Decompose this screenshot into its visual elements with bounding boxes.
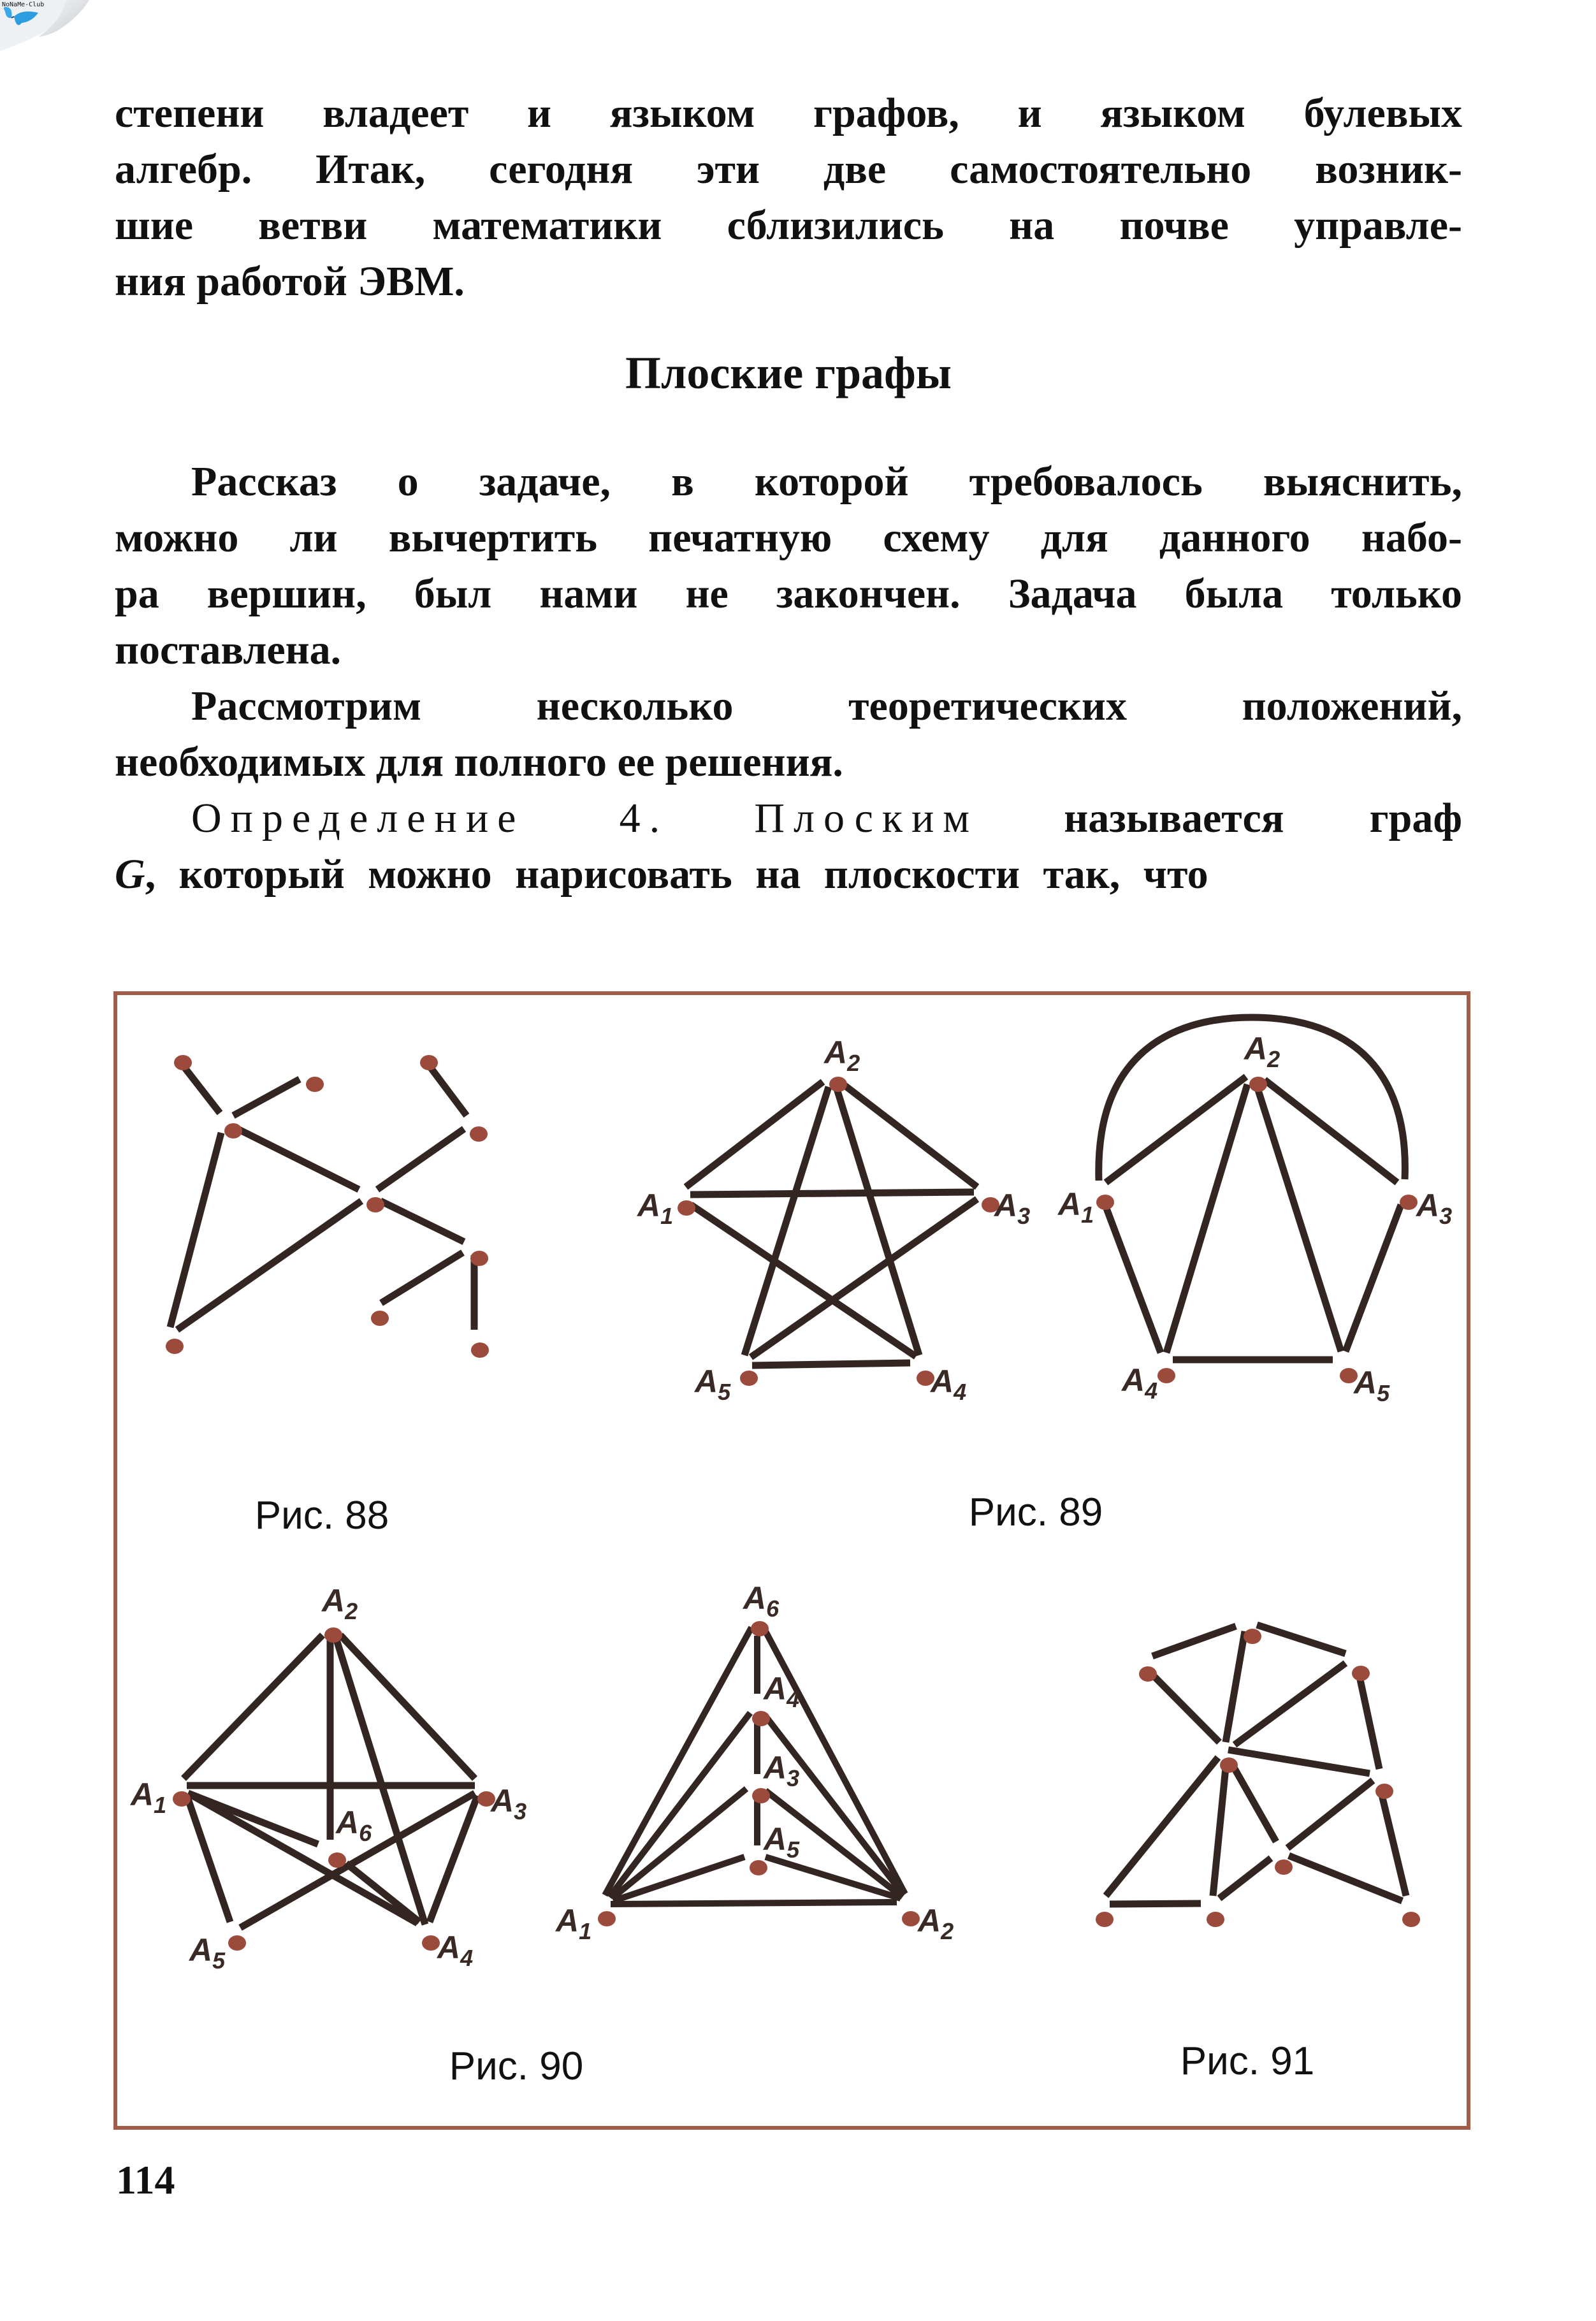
fig91-edge [1110,1903,1201,1904]
fig90b-vertex-A6 [751,1621,769,1636]
fig88-edge [236,1128,359,1190]
fig90b-label-A2: $A_2$ [918,1903,954,1944]
fig89-vertex-A1 [678,1200,695,1216]
fig90b-label-A1: $A_1$ [556,1903,592,1944]
fig91-edge [1257,1625,1346,1654]
fig91-edge [1233,1766,1276,1842]
fig90-vertex-A6 [328,1852,346,1868]
fig91-edge [1228,1750,1370,1773]
fig91-edge [1360,1677,1379,1769]
fig89-label-A3: $A_3$ [994,1188,1031,1229]
fig91-edge [1289,1856,1402,1901]
fig89-edge [690,1192,974,1195]
fig88-edge [381,1201,464,1242]
fig91-edge [1382,1795,1406,1896]
fig88-vertex [366,1197,384,1212]
fig89b-label-A3: $A_3$ [1416,1188,1453,1229]
fig90b-label-A3: $A_3$ [764,1750,800,1791]
caption-fig-89: Рис. 89 [968,1490,1103,1534]
page-number: 114 [116,2157,175,2202]
text-line: шие ветви математики сблизились на почве управле- [115,202,1462,249]
fig89b-vertex-A2 [1249,1077,1267,1092]
fig90-label-A1: $A_1$ [131,1777,167,1818]
fig89b-label-A1: $A_1$ [1058,1186,1094,1228]
fig91-edge [1226,1631,1245,1742]
fig90b-vertex-A2 [902,1911,920,1926]
fig90b-edge [611,1902,897,1904]
fig88-vertex [470,1126,488,1142]
graph-symbol: G [115,851,145,898]
fig91-edge [1213,1768,1226,1896]
fig88-edge [184,1067,220,1113]
fig89b-edge [1106,1207,1161,1353]
text-line: необходимых для полного ее решения. [115,739,843,785]
fig91-edge [1152,1674,1219,1742]
fig89b-label-A2: $A_2$ [1244,1031,1280,1072]
text-line: ния работой ЭВМ. [115,258,465,305]
caption-fig-91: Рис. 91 [1180,2039,1315,2083]
fig89b-vertex-A3 [1400,1195,1418,1210]
text-line: Рассказ о задаче, в которой требовалось выяснить, [191,458,1462,505]
fig89b-edge [1346,1205,1401,1351]
fig89-vertex-A5 [740,1371,758,1386]
fig90-label-A6: $A_6$ [336,1805,372,1846]
fig90-vertex-A5 [228,1935,246,1951]
fig90b-label-A4: $A_4$ [764,1671,800,1712]
fig89b-vertex-A4 [1157,1368,1175,1383]
fig89b-vertex-A1 [1096,1195,1114,1210]
fig88-edge [233,1079,300,1116]
fig90-label-A2: $A_2$ [322,1583,358,1624]
fig91-vertex [1207,1912,1224,1927]
fig90b-vertex-A4 [752,1711,770,1726]
fig91-edge [1219,1858,1271,1898]
fig90b-label-A6: $A_6$ [743,1580,780,1622]
fig90b-label-A5: $A_5$ [764,1821,800,1863]
fig89b-label-A5: $A_5$ [1354,1365,1390,1406]
fig90-label-A3: $A_3$ [491,1783,527,1824]
fig91-vertex [1220,1757,1238,1773]
fig90-vertex-A1 [173,1791,191,1807]
fig91-vertex [1096,1912,1114,1927]
fig88-vertex [371,1311,389,1326]
fig91-edge [1235,1663,1346,1745]
fig91-vertex [1402,1912,1420,1927]
text-line: алгебр. Итак, сегодня эти две самостоятельно возник- [115,146,1462,193]
fig90-label-A4: $A_4$ [437,1930,474,1971]
fig89-label-A5: $A_5$ [695,1364,731,1405]
definition-text: , который можно нарисовать на плоскости так, что [145,851,1208,898]
fig90b-vertex-A3 [752,1788,770,1803]
watermark-text: NoNaMe-Club [2,1,45,8]
fig91-vertex [1139,1666,1157,1682]
fig88-vertex [470,1251,488,1266]
fig88-vertex [420,1055,438,1070]
text-line: Рассмотрим несколько теоретических положений, [191,683,1462,729]
fig90-edge [184,1635,323,1779]
fig88-vertex [471,1342,489,1358]
fig91-edge [1152,1626,1236,1656]
fig88-edge [177,1201,361,1330]
text-line: ра вершин, был нами не закончен. Задача была только [115,571,1462,617]
fig88-vertex [166,1339,184,1354]
text-line: степени владеет и языком графов, и языком булевых [115,90,1462,136]
fig90b-vertex-A1 [598,1911,616,1926]
text-line: можно ли вычертить печатную схему для данного набо- [115,514,1462,561]
caption-fig-90: Рис. 90 [449,2044,584,2088]
fig91-vertex [1244,1629,1261,1644]
fig91-vertex [1375,1784,1393,1799]
fig91-vertex [1275,1859,1293,1875]
fig91-edge [1288,1780,1373,1848]
text-line: поставлена. [115,627,342,673]
section-heading: Плоские графы [625,347,952,398]
fig88-vertex [174,1055,192,1070]
definition-term: Плоским [754,795,979,841]
fig90b-vertex-A5 [750,1860,767,1875]
fig90-label-A5: $A_5$ [189,1932,226,1974]
fig91-edge [1106,1757,1218,1896]
fig89-label-A2: $A_2$ [824,1035,860,1076]
fig88-vertex [306,1077,324,1092]
fig88-edge [170,1133,221,1327]
definition-text: называется граф [1064,795,1463,841]
fig90-vertex-A2 [324,1627,342,1643]
definition-label: Определение 4. [191,795,669,841]
fig88-edge [430,1067,467,1116]
fig88-edge [377,1129,464,1190]
fig89-label-A1: $A_1$ [637,1188,674,1229]
fig89-label-A4: $A_4$ [931,1364,967,1405]
fig89b-label-A4: $A_4$ [1122,1362,1158,1404]
fig88-edge [381,1253,463,1303]
fig88-vertex [224,1123,242,1139]
fig90b-edge [605,1627,751,1895]
fig89-edge [752,1363,910,1365]
caption-fig-88: Рис. 88 [254,1494,389,1538]
fig89-vertex-A2 [829,1077,847,1092]
fig91-vertex [1352,1666,1370,1681]
